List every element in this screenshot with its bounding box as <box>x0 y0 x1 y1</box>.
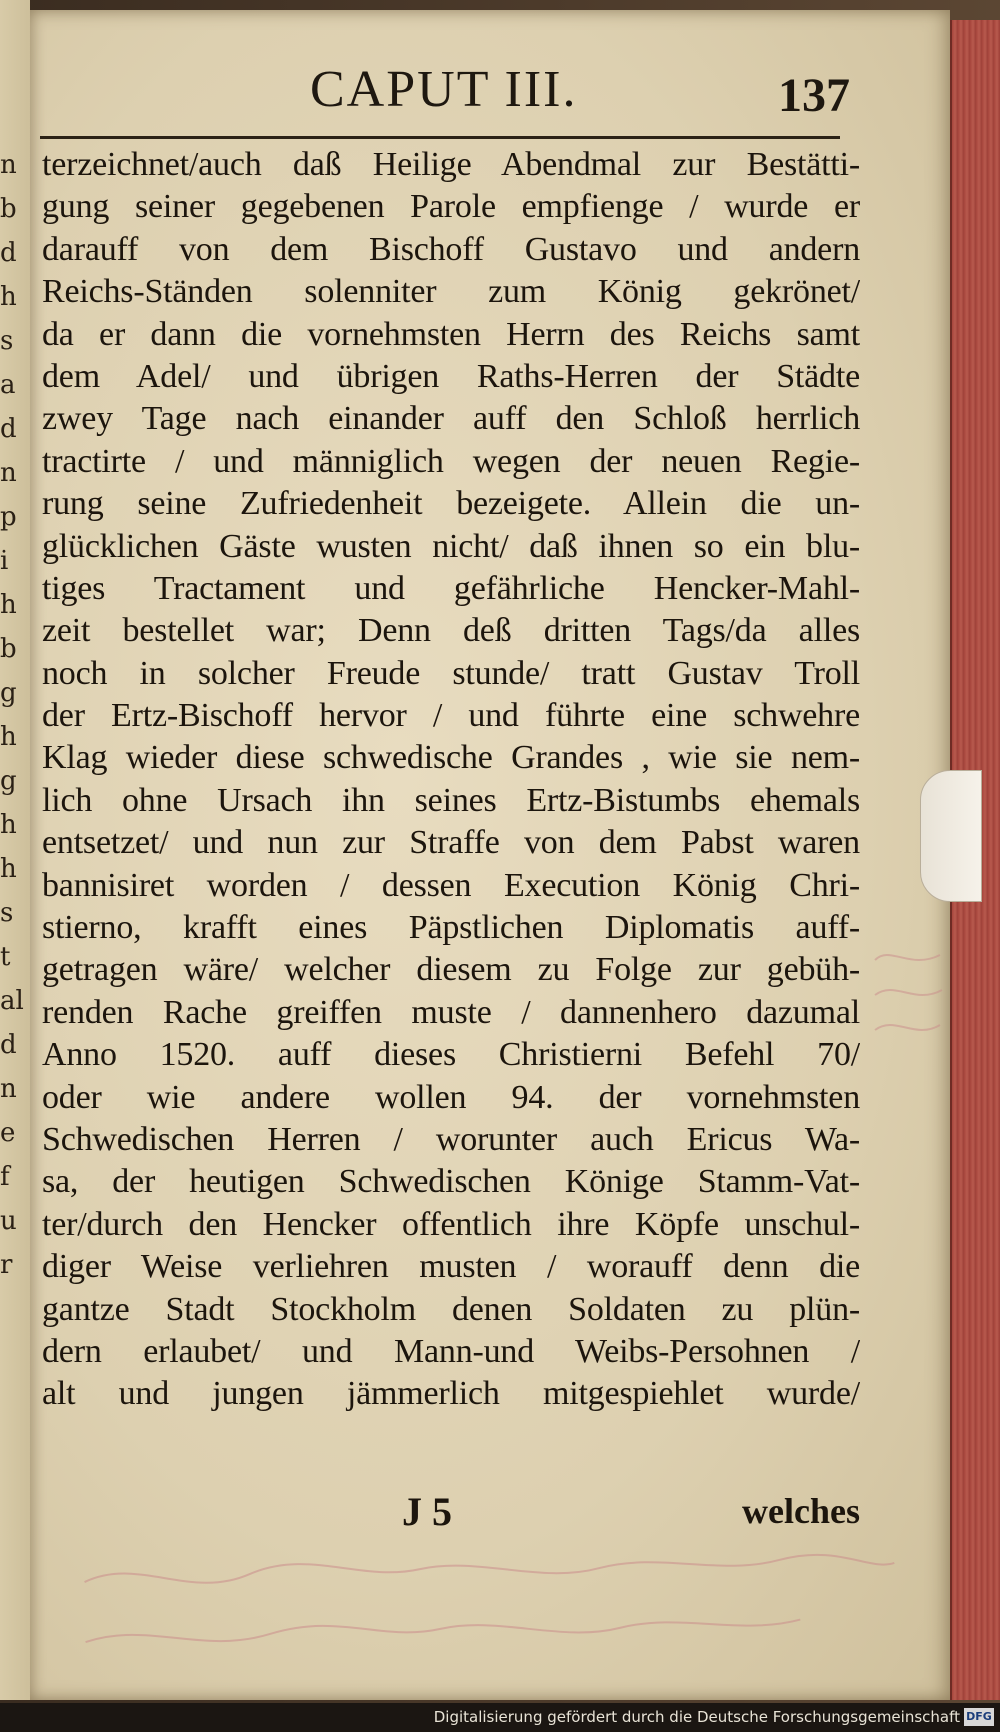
digitization-footer <box>0 1703 1000 1732</box>
body-text <box>42 144 860 1416</box>
prev-page-fragment: s <box>0 326 14 356</box>
header-rule <box>40 136 840 139</box>
page-header <box>90 60 850 130</box>
text-line: zwey Tage nach einander auff den Schloß herrlich <box>42 400 860 438</box>
prev-page-fragment: g <box>0 766 17 796</box>
text-line: gung seiner gegebenen Parole empfienge / wurde er <box>42 188 860 226</box>
prev-page-fragment: r <box>0 1250 13 1280</box>
text-line: stierno, krafft eines Päpstlichen Diplomatis auff- <box>42 909 860 947</box>
text-line: noch in solcher Freude stunde/ tratt Gustav Troll <box>42 654 860 692</box>
text-line: glücklichen Gäste wusten nicht/ daß ihnen so ein blu- <box>42 527 860 565</box>
prev-page-fragment: n <box>0 150 17 180</box>
prev-page-fragment: h <box>0 854 17 884</box>
funding-credit: Digitalisierung gefördert durch die Deutsche Forschungsgemeinschaft <box>433 1708 960 1726</box>
text-line: entsetzet/ und nun zur Straffe von dem Pabst waren <box>42 824 860 862</box>
text-line: zeit bestellet war; Denn deß dritten Tags/da alles <box>42 612 860 650</box>
prev-page-fragment: h <box>0 590 17 620</box>
prev-page-fragment: a <box>0 370 16 400</box>
prev-page-fragment: f <box>0 1162 10 1192</box>
prev-page-fragment: h <box>0 810 17 840</box>
text-line: bannisiret worden / dessen Execution König Chri- <box>42 866 860 904</box>
text-line: alt und jungen jämmerlich mitgespiehlet wurde/ <box>42 1375 860 1413</box>
text-line: Klag wieder diese schwedische Grandes , wie sie nem- <box>42 739 860 777</box>
text-line: der Ertz-Bischoff hervor / und führte eine schwehre <box>42 697 860 735</box>
text-line: Reichs-Ständen solenniter zum König gekrönet/ <box>42 273 860 311</box>
text-line: tiges Tractament und gefährliche Hencker-Mahl- <box>42 569 860 607</box>
prev-page-fragment: s <box>0 898 14 928</box>
dfg-logo: DFG <box>964 1708 994 1726</box>
text-line: Anno 1520. auff dieses Christierni Befehl 70/ <box>42 1036 860 1074</box>
page-foot <box>42 1488 860 1538</box>
prev-page-fragment: n <box>0 458 17 488</box>
prev-page-fragment: e <box>0 1118 16 1148</box>
text-line: oder wie andere wollen 94. der vornehmsten <box>42 1078 860 1116</box>
text-line: getragen wäre/ welcher diesem zu Folge zur gebüh- <box>42 951 860 989</box>
text-line: darauff von dem Bischoff Gustavo und andern <box>42 230 860 268</box>
prev-page-fragment: d <box>0 238 17 268</box>
prev-page-fragment: u <box>0 1206 17 1236</box>
text-line: renden Rache greiffen muste / dannenhero dazumal <box>42 993 860 1031</box>
text-line: da er dann die vornehmsten Herrn des Reichs samt <box>42 315 860 353</box>
signature-mark: J 5 <box>402 1489 452 1534</box>
prev-page-fragment: h <box>0 282 17 312</box>
prev-page-fragment: al <box>0 986 24 1016</box>
prev-page-fragment: t <box>0 942 11 972</box>
prev-page-fragment: g <box>0 678 17 708</box>
page-number: 137 <box>778 69 850 122</box>
text-line: ter/durch den Hencker offentlich ihre Köpfe unschul- <box>42 1205 860 1243</box>
text-line: dem Adel/ und übrigen Raths-Herren der Städte <box>42 357 860 395</box>
text-line: rung seine Zufriedenheit bezeigete. Allein die un- <box>42 485 860 523</box>
text-line: sa, der heutigen Schwedischen Könige Stamm-Vat- <box>42 1163 860 1201</box>
page-clip <box>920 770 982 902</box>
margin-annotation <box>870 940 950 1050</box>
prev-page-fragment: b <box>0 634 17 664</box>
text-line: dern erlaubet/ und Mann-und Weibs-Persohnen / <box>42 1332 860 1370</box>
prev-page-fragment: d <box>0 414 17 444</box>
handwritten-annotation <box>79 1533 901 1677</box>
text-line: diger Weise verliehren musten / worauff denn die <box>42 1248 860 1286</box>
text-line: lich ohne Ursach ihn seines Ertz-Bistumbs ehemals <box>42 781 860 819</box>
prev-page-fragment: n <box>0 1074 17 1104</box>
prev-page-fragment: d <box>0 1030 17 1060</box>
text-line: terzeichnet/auch daß Heilige Abendmal zur Bestätti- <box>42 146 860 183</box>
previous-page-edge <box>0 0 30 1700</box>
prev-page-fragment: h <box>0 722 17 752</box>
catchword: welches <box>742 1491 860 1531</box>
prev-page-fragment: b <box>0 194 17 224</box>
running-head: CAPUT III. <box>310 61 578 118</box>
prev-page-fragment: i <box>0 546 9 576</box>
text-line: gantze Stadt Stockholm denen Soldaten zu plün- <box>42 1290 860 1328</box>
prev-page-fragment: p <box>0 502 17 532</box>
text-line: tractirte / und männiglich wegen der neuen Regie- <box>42 442 860 480</box>
text-line: Schwedischen Herren / worunter auch Ericus Wa- <box>42 1120 860 1158</box>
